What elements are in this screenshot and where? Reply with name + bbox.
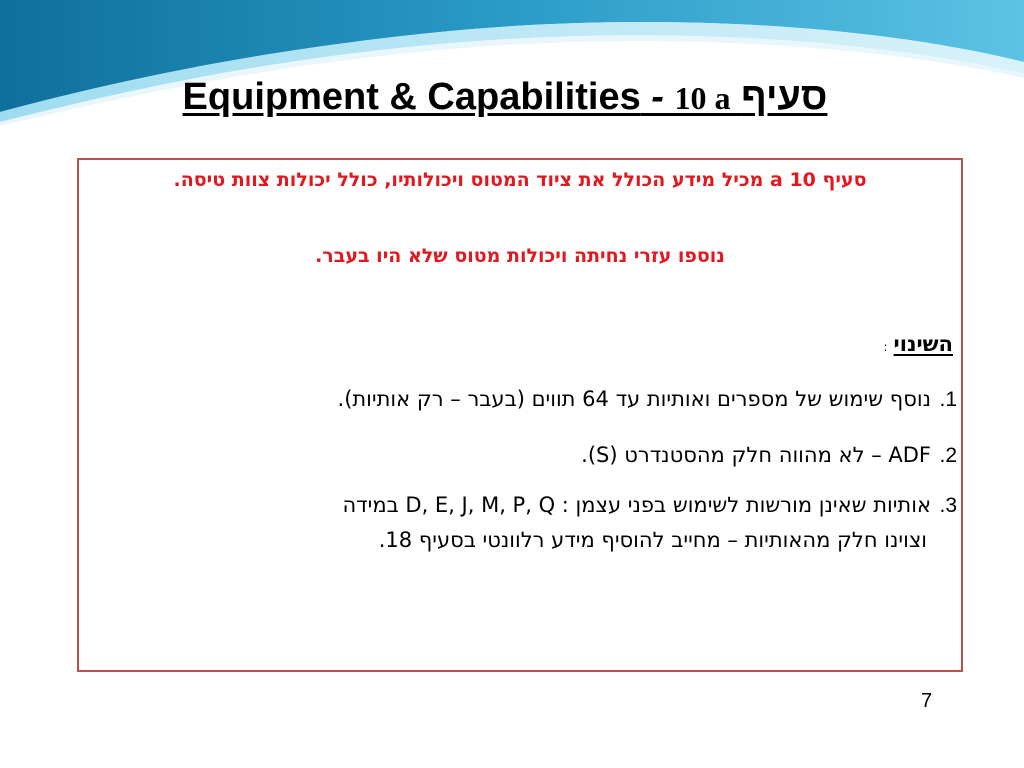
content-box [77,158,963,672]
change-heading-title: השינוי [893,332,953,356]
page-number: 7 [921,690,933,712]
list-item [87,438,957,473]
list-item [87,382,957,417]
title-english: Equipment & Capabilities [182,76,641,118]
highlight-paragraph-2: נוספו עזרי נחיתה ויכולות מטוס שלא היו בעבר. [315,245,725,267]
list-item-text: ADF – לא מהווה חלק מהסטנדרט (S). [581,443,931,467]
title-separator: - [640,76,675,118]
title-hebrew: סעיף [741,76,828,118]
change-heading-colon: : [883,340,888,354]
slide-title [80,76,930,119]
highlight-paragraph-1: סעיף 10 a מכיל מידע הכולל את ציוד המטוס ויכולותיו, כולל יכולות צוות טיסה. [173,169,867,191]
list-item-text-line-2: וצוינו חלק מהאותיות – מחייב להוסיף מידע רלוונטי בסעיף 18. [378,528,927,552]
list-item-text-line-1: אותיות שאינן מורשות לשימוש בפני עצמן : D, E, J, M, P, Q במידה [342,493,931,517]
change-heading [884,332,954,356]
list-item-text: נוסף שימוש של מספרים ואותיות עד 64 תווים (בעבר – רק אותיות). [337,387,931,411]
list-item-number: 3. [939,494,957,517]
list-item-number: 2. [939,444,957,467]
list-item-number: 1. [939,388,957,411]
list-item [87,488,957,557]
title-section-number: 10 a [674,80,731,116]
